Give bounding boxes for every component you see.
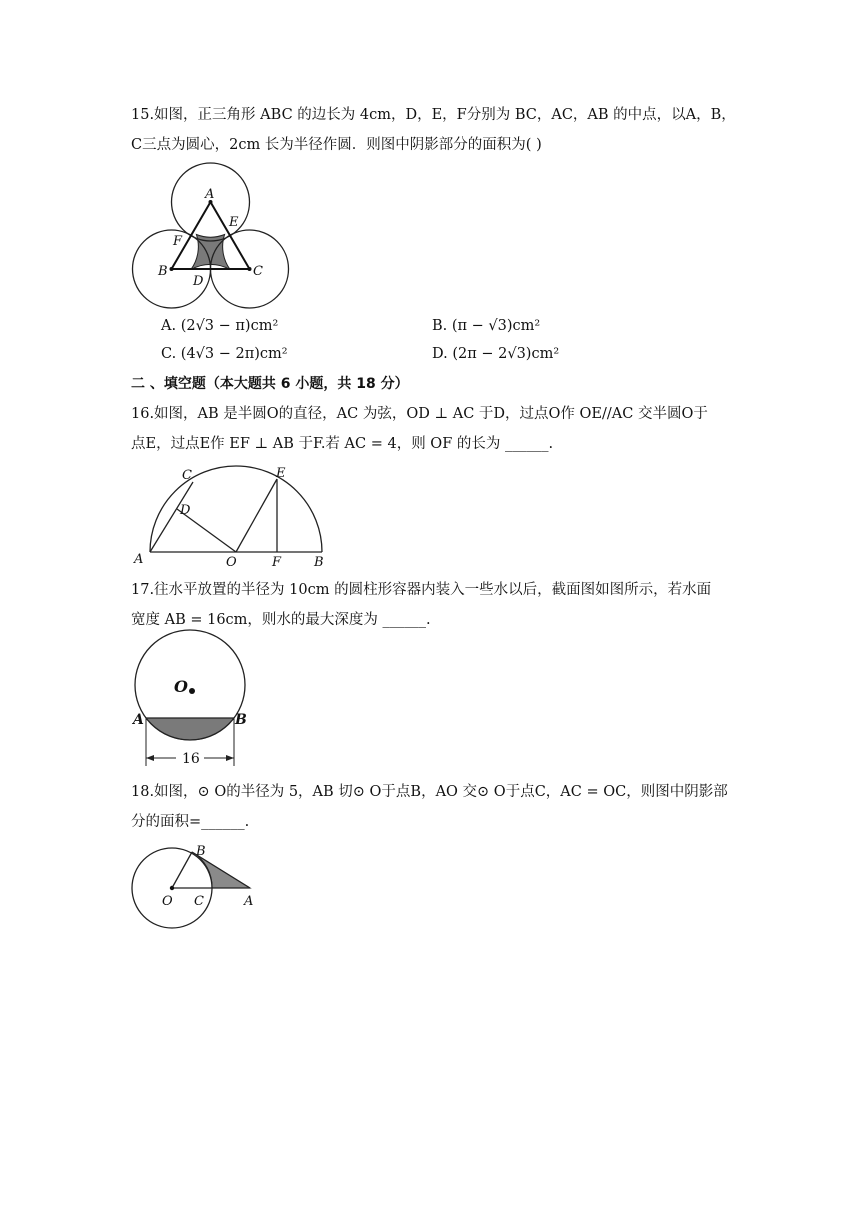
q18-label-c: C [194, 894, 204, 909]
q15-figure [130, 160, 300, 310]
q17-line-2: 宽度 AB = 16cm，则水的最大深度为 ______. [131, 612, 431, 628]
q18-figure [130, 840, 270, 935]
q15-label-d: D [193, 274, 204, 289]
q16-label-o: O [226, 555, 237, 570]
q16-label-e: E [276, 466, 286, 481]
q17-width-label: 16 [182, 751, 200, 767]
q16-label-b: B [314, 555, 324, 570]
q17-label-b: B [235, 712, 247, 728]
q15-point-c [248, 267, 252, 271]
q16-label-d: D [180, 503, 191, 518]
q15-label-e: E [229, 215, 239, 230]
q18-line-2: 分的面积=______. [131, 814, 250, 830]
q17-center-point [189, 688, 195, 694]
q16-line-1: 16.如图，AB 是半圆O的直径，AC 为弦，OD ⊥ AC 于D，过点O作 OE//AC 交半圆O于 [131, 406, 708, 422]
q15-line-1: 15.如图，正三角形 ABC 的边长为 4cm，D，E，F分别为 BC，AC，AB 的中点，以A，B， [131, 107, 736, 123]
q18-label-o: O [162, 894, 173, 909]
q18-line-1: 18.如图，⊙ O的半径为 5，AB 切⊙ O于点B，AO 交⊙ O于点C，AC = OC，则图中阴影部 [131, 784, 728, 800]
q15-label-c: C [253, 264, 263, 279]
q18-label-a: A [244, 894, 254, 909]
q16-label-c: C [182, 468, 192, 483]
q17-label-o: O [174, 677, 188, 696]
q16-figure [130, 462, 330, 572]
q15-label-b: B [158, 264, 168, 279]
q15-option-a: A. (2√3 − π)cm² [161, 318, 279, 334]
q18-label-b: B [196, 844, 206, 859]
q18-center-point [170, 886, 174, 890]
q18-segment-ob [172, 852, 192, 888]
q15-option-c: C. (4√3 − 2π)cm² [161, 346, 288, 362]
q15-option-b: B. (π − √3)cm² [432, 318, 541, 334]
section-heading: 二 、填空题（本大题共 6 小题，共 18 分） [131, 376, 409, 392]
q15-label-a: A [205, 187, 215, 202]
q17-water-region [146, 718, 234, 740]
q16-line-2: 点E，过点E作 EF ⊥ AB 于F.若 AC = 4，则 OF 的长为 ______. [131, 436, 554, 452]
q17-label-a: A [133, 712, 144, 728]
q16-segment-oe [236, 479, 277, 552]
q17-arrow-right [226, 755, 234, 761]
q17-line-1: 17.往水平放置的半径为 10cm 的圆柱形容器内装入一些水以后，截面图如图所示，若水面 [131, 582, 712, 598]
q15-point-b [170, 267, 174, 271]
q15-line-2: C三点为圆心，2cm 长为半径作圆．则图中阴影部分的面积为( ) [131, 137, 542, 153]
q15-label-f: F [173, 234, 183, 249]
q16-label-f: F [272, 555, 282, 570]
q15-option-d: D. (2π − 2√3)cm² [432, 346, 560, 362]
q17-arrow-left [146, 755, 154, 761]
q16-label-a: A [134, 552, 144, 567]
q17-figure [130, 638, 260, 768]
